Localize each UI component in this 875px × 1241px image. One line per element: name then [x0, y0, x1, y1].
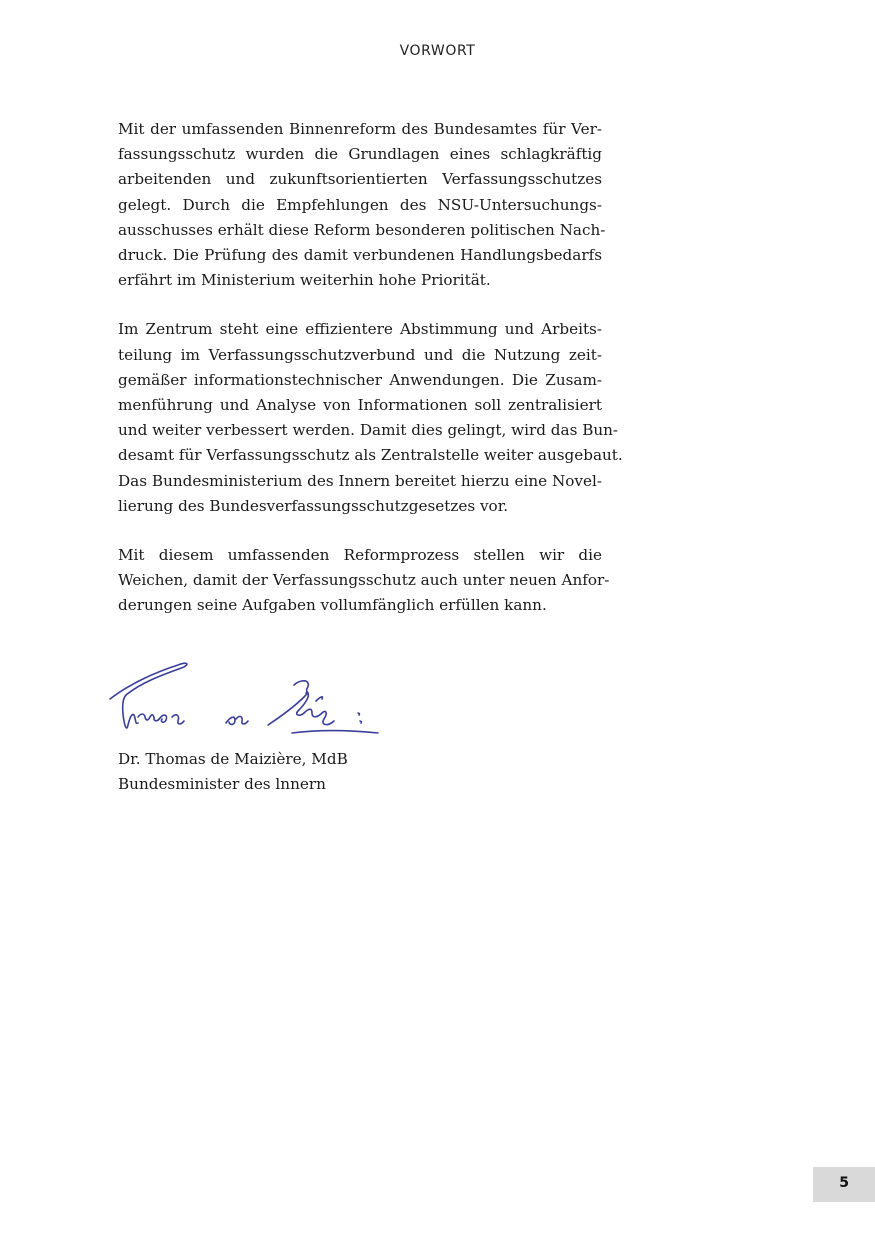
signer-name: Dr. Thomas de Maizière, MdB: [118, 750, 348, 768]
signature-strokes: [110, 663, 378, 733]
paragraph-2: [118, 317, 623, 519]
text-line: druck. Die Prüfung des damit verbundenen Handlungsbedarfs: [118, 246, 602, 265]
signer-role: Bundesminister des lnnern: [118, 775, 326, 794]
text-line: gemäßer informationstechnischer Anwendungen. Die Zusam-: [118, 370, 602, 389]
page-number: 5: [839, 1175, 849, 1191]
text-line: arbeitenden und zukunftsorientierten Verfassungsschutzes: [118, 170, 602, 189]
text-line: desamt für Verfassungsschutz als Zentralstelle weiter ausgebaut.: [118, 446, 623, 465]
body-text: [118, 117, 623, 643]
text-line: menführung und Analyse von Informationen soll zentralisiert: [118, 396, 602, 415]
text-line: fassungsschutz wurden die Grundlagen eines schlagkräftig: [118, 145, 602, 164]
text-line: Mit der umfassenden Binnenreform des Bundesamtes für Ver-: [118, 120, 602, 138]
text-line: ausschusses erhält diese Reform besonderen politischen Nach-: [118, 220, 606, 239]
paragraph-3: [118, 543, 610, 619]
text-line: teilung im Verfassungsschutzverbund und die Nutzung zeit-: [118, 345, 602, 364]
text-line: Das Bundesministerium des Innern bereitet hierzu eine Novel-: [118, 471, 602, 490]
text-line: Im Zentrum steht eine effizientere Abstimmung und Arbeits-: [118, 320, 602, 339]
text-line: gelegt. Durch die Empfehlungen des NSU-Untersuchungs-: [118, 195, 602, 214]
page-number-box: [813, 1167, 875, 1202]
text-line: derungen seine Aufgaben vollumfänglich erfüllen kann.: [118, 596, 547, 615]
text-line: Mit diesem umfassenden Reformprozess stellen wir die: [118, 546, 602, 565]
paragraph-1: [118, 117, 606, 293]
text-line: Weichen, damit der Verfassungsschutz auch unter neuen Anfor-: [118, 571, 610, 590]
text-line: und weiter verbessert werden. Damit dies gelingt, wird das Bun-: [118, 421, 619, 440]
text-line: lierung des Bundesverfassungsschutzgesetzes vor.: [118, 496, 509, 515]
running-head: VORWORT: [399, 43, 476, 59]
handwritten-signature: [108, 655, 388, 745]
text-line: erfährt im Ministerium weiterhin hohe Priorität.: [118, 271, 491, 290]
signer-block: [118, 747, 348, 797]
